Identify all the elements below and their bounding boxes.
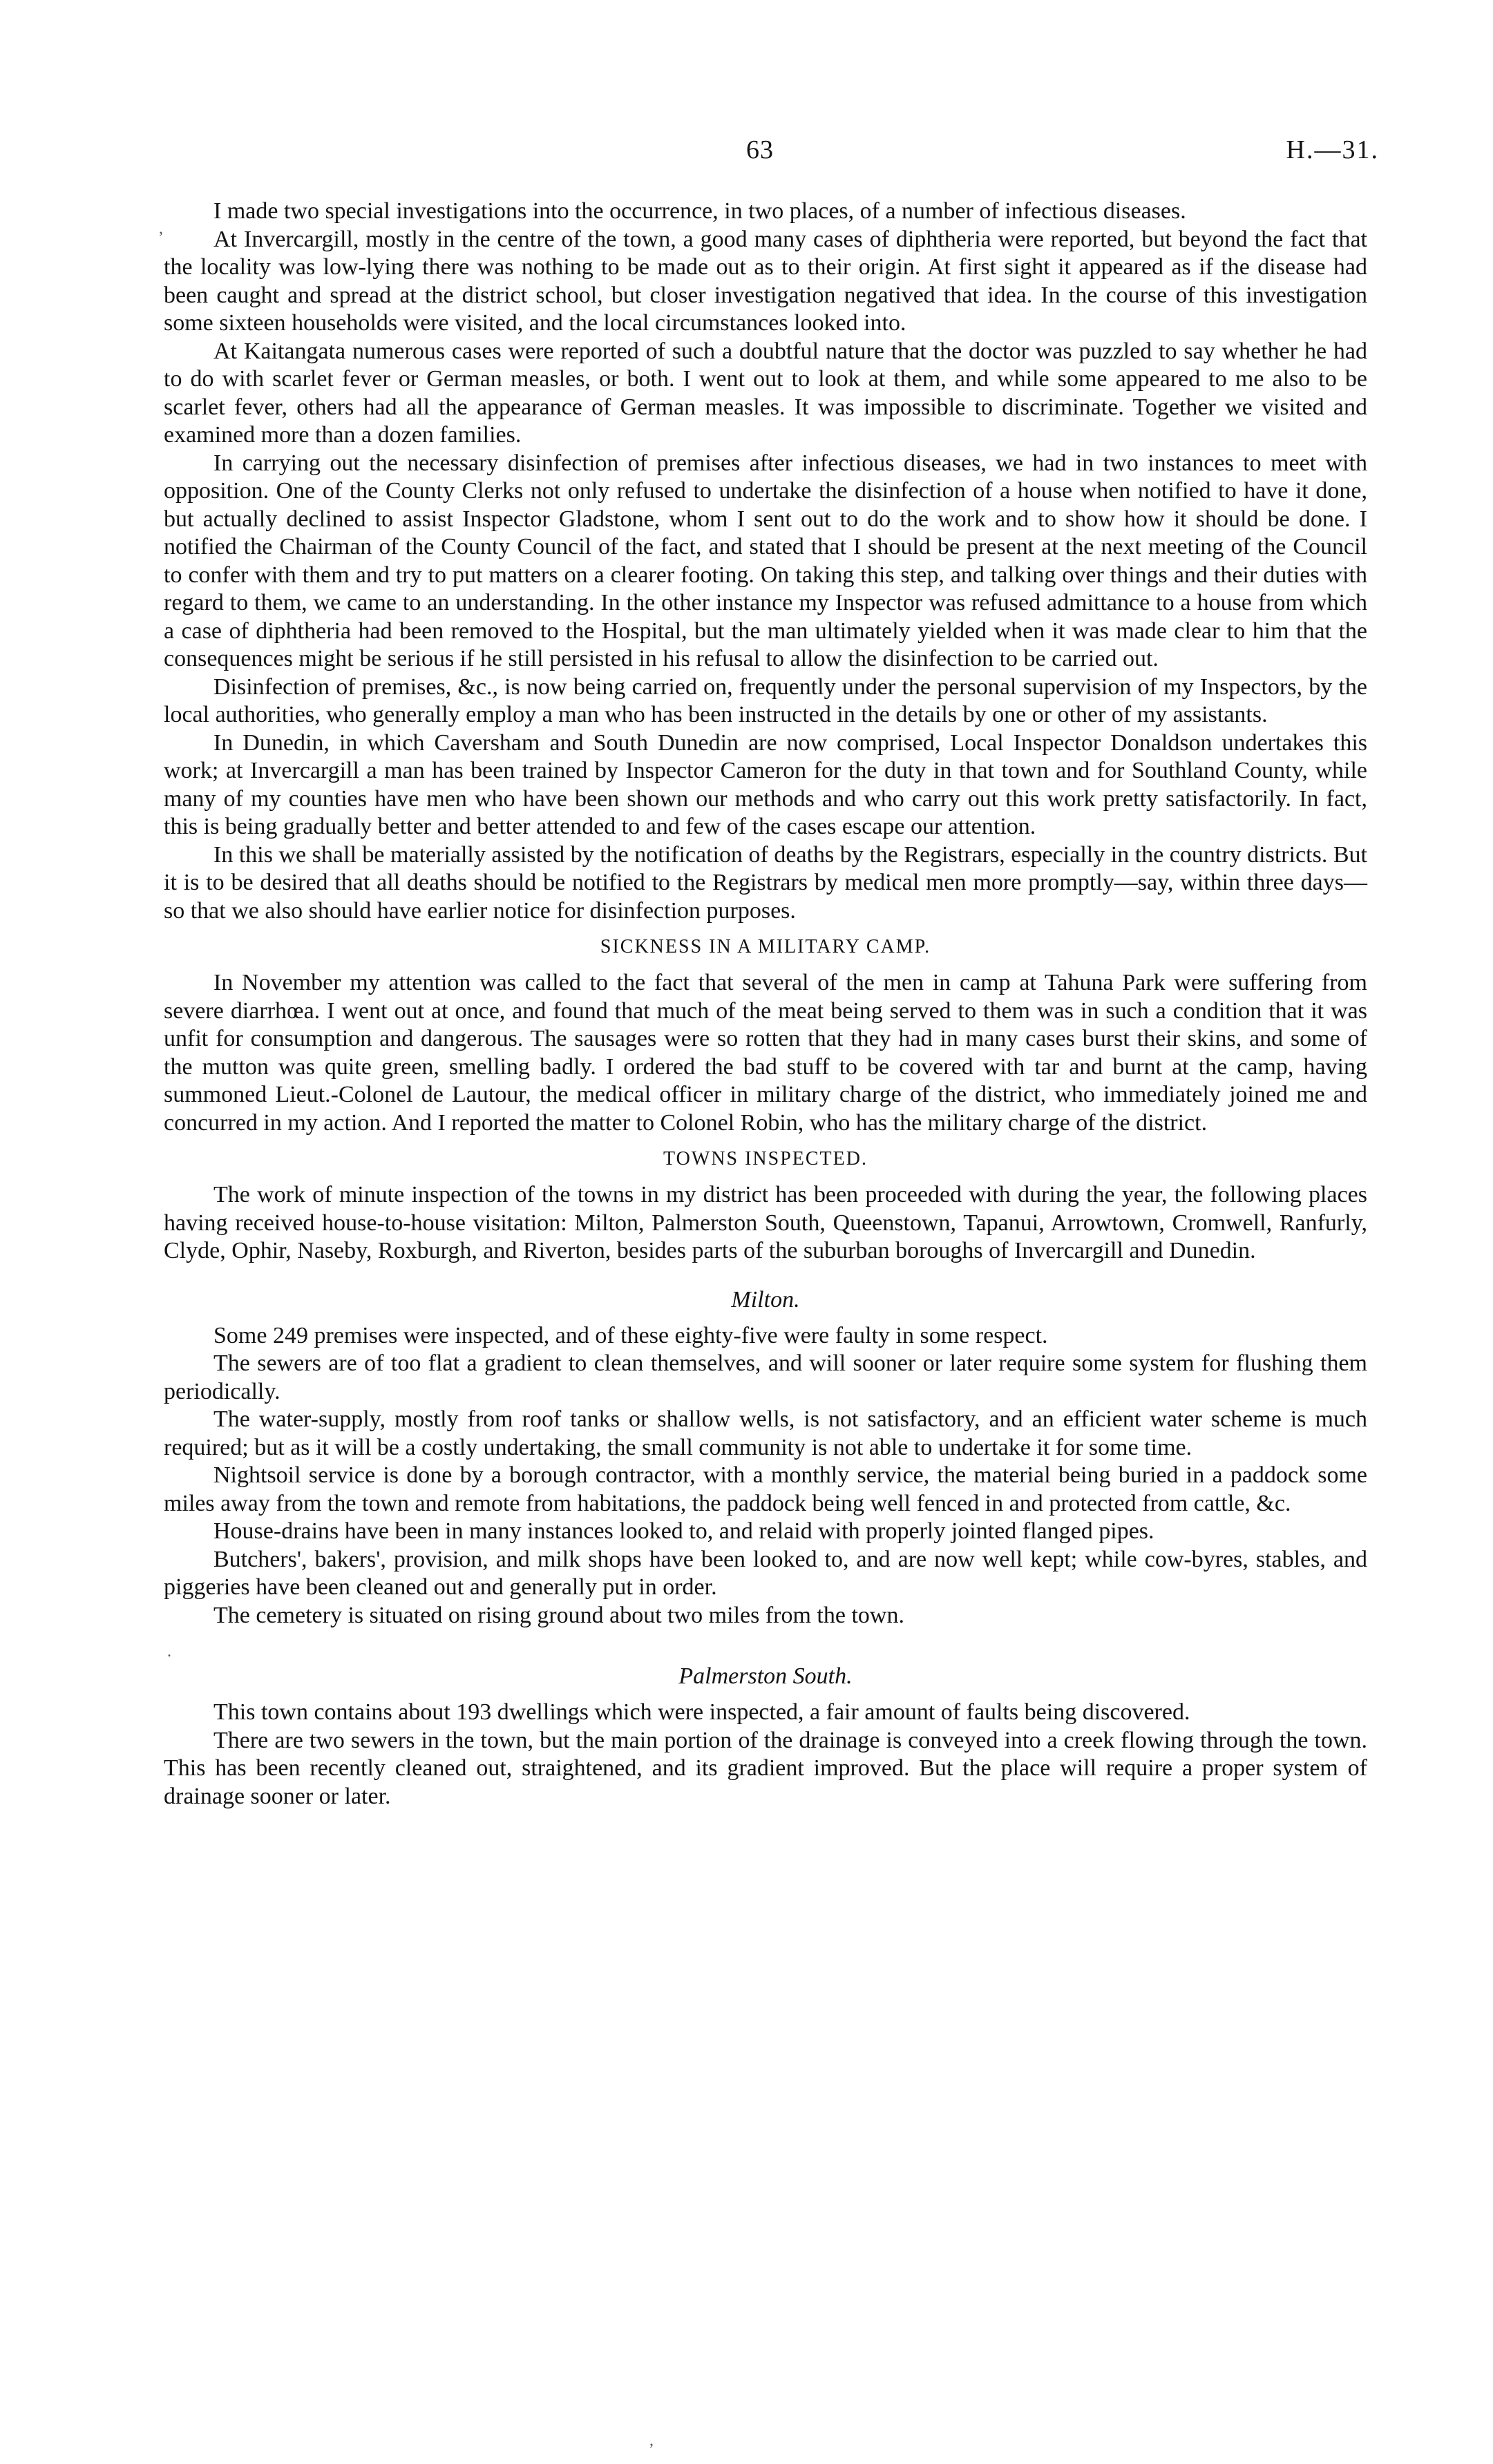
scan-mark: . [167,1643,171,1661]
palmerston-south-section [164,1663,1367,1811]
milton-section [164,1286,1367,1630]
paragraph: House-drains have been in many instances looked to, and relaid with properly jointed flanged pipes. [213,1518,1154,1544]
paragraph: In November my attention was called to the fact that several of the men in camp at Tahuna Park were suffering from severe diarrhœa. I went out at once, and found that much of the meat being served to them was in such a condition that it was unfit for consumption and dangerous. The sausages were so rotten that they had in many cases burst their skins, and some of the mutton was quite green, smelling badly. I ordered the bad stuff to be covered with tar and burnt at the camp, having summoned Lieut.-Colonel de Lautour, the medical officer in military charge of the district, who immediately joined me and concurred in my action. And I reported the matter to Colonel Robin, who has the military charge of the district. [164,970,1367,1136]
document-body [164,198,1367,1811]
paragraph: In Dunedin, in which Caversham and South Dunedin are now comprised, Local Inspector Donaldson undertakes this work; at Invercargill a man has been trained by Inspector Cameron for the duty in that town and for Southland County, while many of my counties have men who have been shown our methods and who carry out this work pretty satisfactorily. In fact, this is being gradually better and better attended to and few of the cases escape our attention. [164,729,1367,839]
paragraph: There are two sewers in the town, but the main portion of the drainage is conveyed into a creek flowing through the town. This has been recently cleaned out, straightened, and its gradient improved. But the place will require a proper system of drainage sooner or later. [164,1727,1367,1809]
paragraph: In carrying out the necessary disinfection of premises after infectious diseases, we had in two instances to meet with opposition. One of the County Clerks not only refused to undertake the disinfection of a house when notified to have it done, but actually declined to assist Inspector Gladstone, whom I sent out to do the work and to show how it should be done. I notified the Chairman of the County Council of the fact, and stated that I should be present at the next meeting of the Council to confer with them and try to put matters on a clearer footing. On taking this step, and talking over things and their duties with regard to them, we came to an understanding. In the other instance my Inspector was refused admittance to a house from which a case of diphtheria had been removed to the Hospital, but the man ultimately yielded when it was made clear to him that the consequences might be serious if he still persisted in his refusal to allow the disinfection to be carried out. [164,450,1367,671]
section-heading: TOWNS INSPECTED. [663,1148,868,1169]
document-reference: H.—31. [1286,135,1379,164]
page-number: 63 [746,135,774,164]
paragraph: Nightsoil service is done by a borough contractor, with a monthly service, the material being buried in a paddock some miles away from the town and remote from habitations, the paddock being well fenced in and protected from cattle, &c. [164,1462,1367,1516]
intro-section [164,198,1367,925]
scan-mark: , [159,220,163,238]
section-heading: SICKNESS IN A MILITARY CAMP. [600,936,931,957]
paragraph: In this we shall be materially assisted by the notification of deaths by the Registrars, especially in the country districts. But it is to be desired that all deaths should be notified to the Registrars by medical men more promptly—say, within three days—so that we also should have earlier notice for disinfection purposes. [164,841,1367,924]
paragraph: The cemetery is situated on rising ground about two miles from the town. [213,1602,904,1628]
paragraph: I made two special investigations into the occurrence, in two places, of a number of infectious diseases. [213,198,1186,224]
paragraph: Some 249 premises were inspected, and of these eighty-five were faulty in some respect. [213,1322,1048,1348]
subsection-heading: Palmerston South. [678,1663,853,1689]
paragraph: At Kaitangata numerous cases were reported of such a doubtful nature that the doctor was puzzled to say whether he had to do with scarlet fever or German measles, or both. I went out to look at them, and while some appeared to me also to be scarlet fever, others had all the appearance of German measles. It was impossible to discriminate. Together we visited and examined more than a dozen families. [164,338,1367,448]
military-camp-section [164,933,1367,1137]
subsection-heading: Milton. [731,1286,800,1312]
paragraph: Butchers', bakers', provision, and milk shops have been looked to, and are now well kept; while cow-byres, stables, and piggeries have been cleaned out and generally put in order. [164,1546,1367,1600]
paragraph: At Invercargill, mostly in the centre of the town, a good many cases of diphtheria were reported, but beyond the fact that the locality was low-lying there was nothing to be made out as to their origin. At first sight it appeared as if the disease had been caught and spread at the district school, but closer investigation negatived that idea. In the course of this investigation some sixteen households were visited, and the local circumstances looked into. [164,226,1367,336]
paragraph: Disinfection of premises, &c., is now being carried on, frequently under the personal supervision of my Inspectors, by the local authorities, who generally employ a man who has been instructed in the details by one or other of my assistants. [164,674,1367,727]
scan-mark: , [649,2432,654,2449]
paragraph: This town contains about 193 dwellings which were inspected, a fair amount of faults being discovered. [213,1699,1190,1725]
paragraph: The water-supply, mostly from roof tanks or shallow wells, is not satisfactory, and an efficient water scheme is much required; but as it will be a costly undertaking, the small community is not able to undertake it for some time. [164,1406,1367,1460]
paragraph: The work of minute inspection of the towns in my district has been proceeded with during the year, the following places having received house-to-house visitation: Milton, Palmerston South, Queenstown, Tapanui, Arrowtown, Cromwell, Ranfurly, Clyde, Ophir, Naseby, Roxburgh, and Riverton, besides parts of the suburban boroughs of Invercargill and Dunedin. [164,1182,1367,1263]
page-header [0,135,1493,176]
paragraph: The sewers are of too flat a gradient to clean themselves, and will sooner or later require some system for flushing them periodically. [164,1350,1367,1404]
towns-inspected-section [164,1145,1367,1266]
